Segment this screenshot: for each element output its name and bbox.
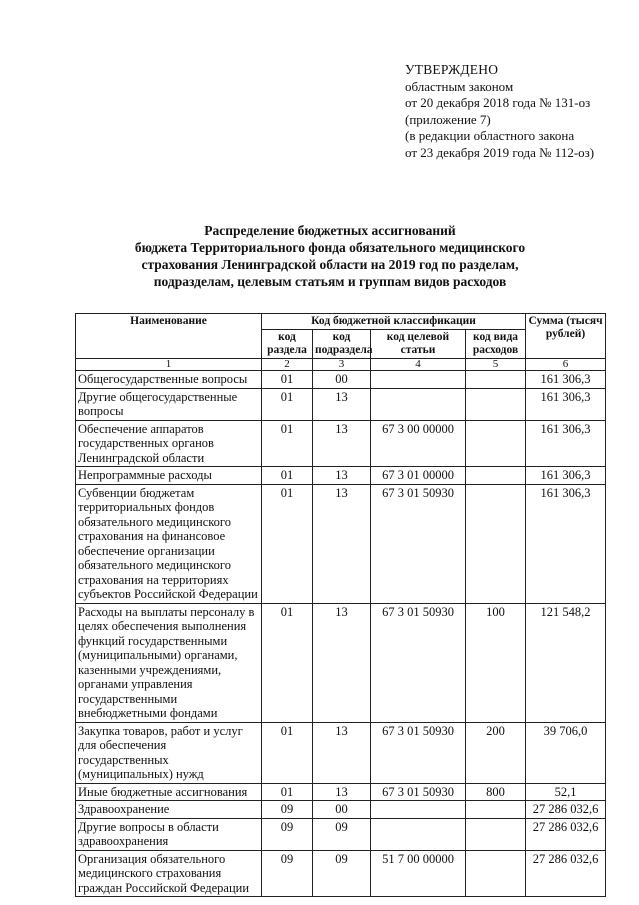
row-target xyxy=(371,818,466,850)
table-row xyxy=(76,801,606,819)
row-name: Организация обязательного медицинского страхования граждан Российской Федерации xyxy=(76,850,262,897)
row-amount: 27 286 032,6 xyxy=(526,850,606,897)
row-name: Другие общегосударственные вопросы xyxy=(76,388,262,420)
table-row xyxy=(76,850,606,897)
row-target: 67 3 01 50930 xyxy=(371,484,466,603)
row-target: 67 3 01 50930 xyxy=(371,722,466,783)
column-number: 6 xyxy=(526,359,606,371)
row-amount: 161 306,3 xyxy=(526,388,606,420)
row-subsection: 09 xyxy=(313,818,371,850)
table-row xyxy=(76,371,606,389)
column-number-row xyxy=(76,359,606,371)
approval-line: (приложение 7) xyxy=(405,111,491,127)
row-target xyxy=(371,388,466,420)
table-row xyxy=(76,722,606,783)
row-name: Общегосударственные вопросы xyxy=(76,371,262,389)
row-section: 01 xyxy=(262,420,313,467)
column-number: 1 xyxy=(76,359,262,371)
table-row xyxy=(76,818,606,850)
column-number: 2 xyxy=(262,359,313,371)
header-expense-type: код вида расходов xyxy=(466,330,526,359)
row-subsection: 09 xyxy=(313,850,371,897)
row-name: Субвенции бюджетам территориальных фондов обязательного медицинского страхования на финансовое обеспечение организации обязательного медицинского страхования на территориях субъектов Российской Федерации xyxy=(76,484,262,603)
row-target: 67 3 00 00000 xyxy=(371,420,466,467)
approval-line: от 20 декабря 2018 года № 131-оз xyxy=(405,95,591,110)
row-expense: 800 xyxy=(466,783,526,801)
row-amount: 161 306,3 xyxy=(526,484,606,603)
row-amount: 27 286 032,6 xyxy=(526,801,606,819)
header-classification: Код бюджетной классификации xyxy=(262,314,526,330)
table-row xyxy=(76,467,606,485)
column-number: 4 xyxy=(371,359,466,371)
row-subsection: 13 xyxy=(313,420,371,467)
row-amount: 161 306,3 xyxy=(526,420,606,467)
row-expense xyxy=(466,850,526,897)
row-section: 01 xyxy=(262,371,313,389)
row-expense xyxy=(466,818,526,850)
row-name: Непрограммные расходы xyxy=(76,467,262,485)
row-name: Обеспечение аппаратов государственных органов Ленинградской области xyxy=(76,420,262,467)
table-row xyxy=(76,420,606,467)
row-section: 01 xyxy=(262,603,313,722)
row-target: 51 7 00 00000 xyxy=(371,850,466,897)
approval-stamp xyxy=(405,62,594,161)
row-expense: 200 xyxy=(466,722,526,783)
header-target: код целевой статьи xyxy=(371,330,466,359)
row-amount: 161 306,3 xyxy=(526,371,606,389)
heading-line: подразделам, целевым статьям и группам видов расходов xyxy=(153,274,507,289)
table-row xyxy=(76,484,606,603)
header-name: Наименование xyxy=(76,314,262,359)
row-subsection: 00 xyxy=(313,801,371,819)
row-section: 01 xyxy=(262,467,313,485)
row-subsection: 13 xyxy=(313,467,371,485)
row-section: 01 xyxy=(262,783,313,801)
row-section: 09 xyxy=(262,801,313,819)
header-subsection: код подраздела xyxy=(313,330,371,359)
column-number: 5 xyxy=(466,359,526,371)
row-expense xyxy=(466,484,526,603)
row-expense: 100 xyxy=(466,603,526,722)
table-row xyxy=(76,388,606,420)
row-target xyxy=(371,801,466,819)
row-section: 01 xyxy=(262,722,313,783)
heading-line: страхования Ленинградской области на 2019 год по разделам, xyxy=(141,257,519,272)
row-amount: 121 548,2 xyxy=(526,603,606,722)
header-amount: Сумма (тысяч рублей) xyxy=(526,314,606,359)
approval-title: УТВЕРЖДЕНО xyxy=(405,62,499,77)
row-amount: 27 286 032,6 xyxy=(526,818,606,850)
table-row xyxy=(76,783,606,801)
row-amount: 52,1 xyxy=(526,783,606,801)
row-subsection: 13 xyxy=(313,484,371,603)
row-subsection: 13 xyxy=(313,388,371,420)
row-section: 01 xyxy=(262,388,313,420)
row-name: Расходы на выплаты персоналу в целях обеспечения выполнения функций государственными (муниципальными) органами, казенными учреждениями, органами управления государственными внебюджетными фондами xyxy=(76,603,262,722)
row-name: Иные бюджетные ассигнования xyxy=(76,783,262,801)
row-subsection: 13 xyxy=(313,783,371,801)
row-amount: 161 306,3 xyxy=(526,467,606,485)
heading-line: бюджета Территориального фонда обязательного медицинского xyxy=(134,240,526,255)
approval-line: областным законом xyxy=(405,78,514,94)
header-section: код раздела xyxy=(262,330,313,359)
row-subsection: 13 xyxy=(313,722,371,783)
row-section: 01 xyxy=(262,484,313,603)
row-name: Другие вопросы в области здравоохранения xyxy=(76,818,262,850)
row-name: Здравоохранение xyxy=(76,801,262,819)
row-subsection: 13 xyxy=(313,603,371,722)
heading-line: Распределение бюджетных ассигнований xyxy=(204,223,456,238)
row-expense xyxy=(466,388,526,420)
row-amount: 39 706,0 xyxy=(526,722,606,783)
row-expense xyxy=(466,467,526,485)
budget-table xyxy=(75,313,606,897)
approval-line: (в редакции областного закона xyxy=(405,128,575,143)
row-target: 67 3 01 50930 xyxy=(371,603,466,722)
row-name: Закупка товаров, работ и услуг для обеспечения государственных (муниципальных) нужд xyxy=(76,722,262,783)
row-subsection: 00 xyxy=(313,371,371,389)
column-number: 3 xyxy=(313,359,371,371)
row-expense xyxy=(466,420,526,467)
table-row xyxy=(76,603,606,722)
row-target: 67 3 01 50930 xyxy=(371,783,466,801)
row-expense xyxy=(466,801,526,819)
row-target: 67 3 01 00000 xyxy=(371,467,466,485)
row-section: 09 xyxy=(262,818,313,850)
row-section: 09 xyxy=(262,850,313,897)
row-expense xyxy=(466,371,526,389)
document-heading xyxy=(60,222,600,290)
row-target xyxy=(371,371,466,389)
approval-line: от 23 декабря 2019 года № 112-оз) xyxy=(405,144,595,160)
